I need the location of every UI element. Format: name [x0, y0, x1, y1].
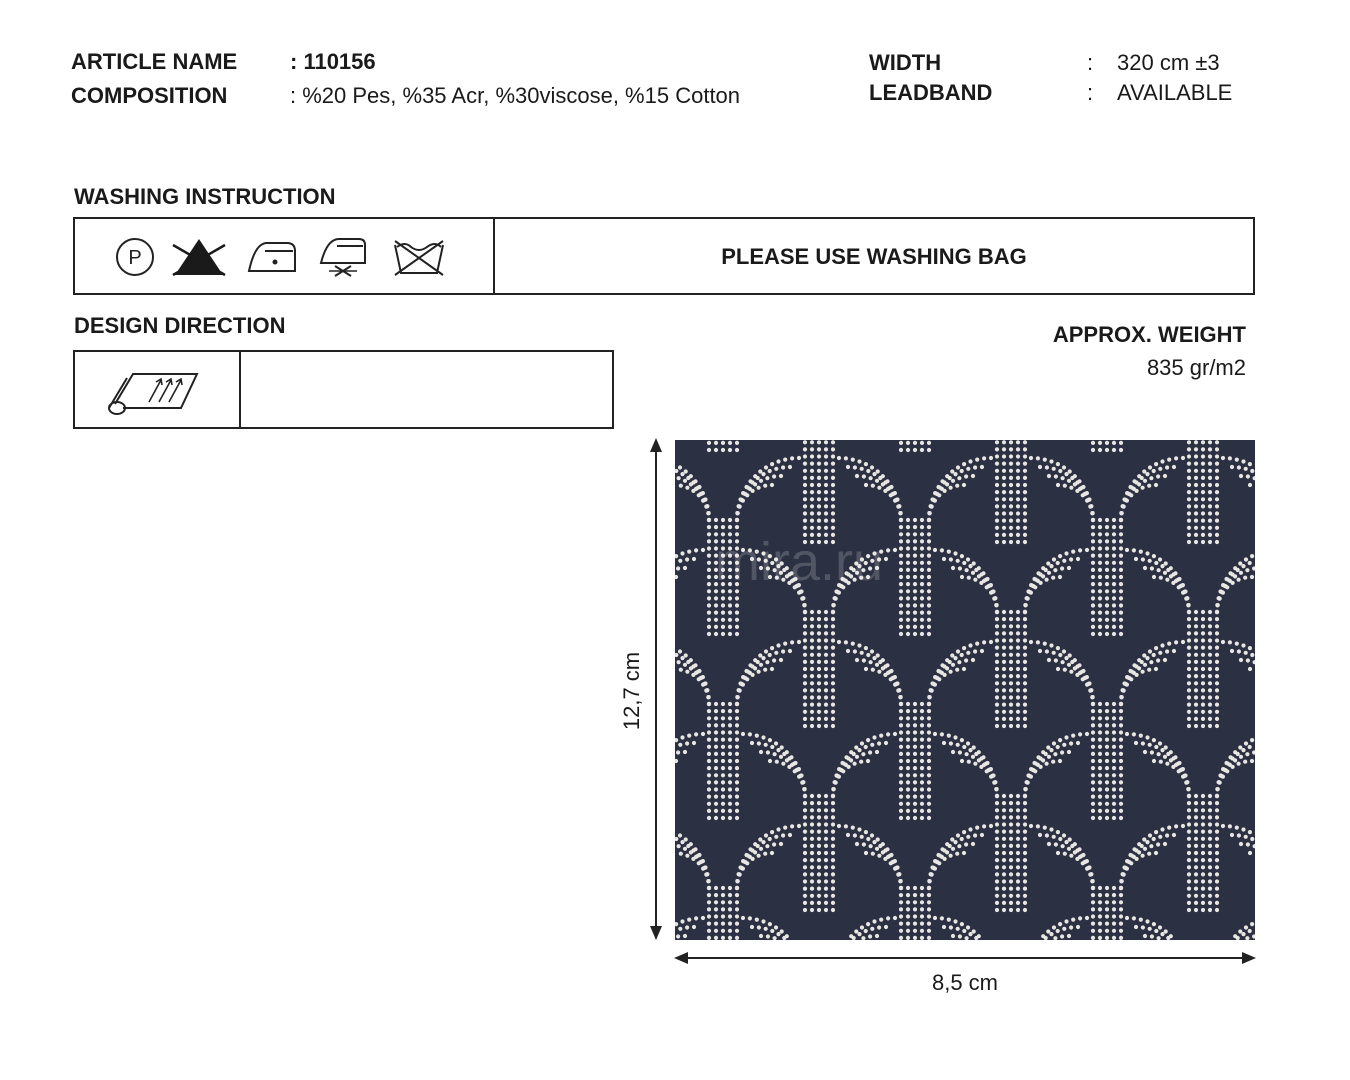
fabric-swatch	[675, 440, 1255, 940]
washing-instruction-box	[73, 217, 1255, 295]
approx-weight-label: APPROX. WEIGHT	[1052, 322, 1246, 347]
composition-value: : %20 Pes, %35 Acr, %30viscose, %15 Cotton	[290, 83, 741, 108]
design-direction-title: DESIGN DIRECTION	[74, 313, 286, 338]
no-bleach-icon	[169, 235, 229, 279]
width-label: WIDTH	[869, 50, 942, 75]
washing-bag-note: PLEASE USE WASHING BAG	[721, 244, 1027, 269]
leadband-label: LEADBAND	[869, 80, 993, 105]
care-symbols	[113, 235, 453, 279]
no-steam-iron-icon	[315, 235, 371, 279]
height-dimension-label: 12,7 cm	[619, 651, 644, 731]
iron-one-dot-icon	[245, 237, 299, 277]
dry-clean-p-icon	[113, 237, 157, 277]
approx-weight-value: 835 gr/m2	[1146, 355, 1246, 380]
leadband-value: AVAILABLE	[1117, 80, 1233, 105]
no-wash-icon	[389, 235, 449, 279]
width-value: 320 cm ±3	[1117, 50, 1220, 75]
article-name-value: : 110156	[290, 49, 376, 74]
dry-clean-letter: P	[128, 247, 142, 269]
width-dimension-label: 8,5 cm	[931, 970, 999, 995]
washing-instruction-title: WASHING INSTRUCTION	[74, 184, 336, 209]
width-colon: :	[1087, 50, 1094, 75]
fabric-roll-direction-icon	[105, 364, 201, 418]
article-name-label: ARTICLE NAME	[71, 49, 238, 74]
design-direction-box	[73, 350, 614, 429]
width-dimension-arrow	[672, 948, 1258, 968]
watermark: mira.ru	[715, 532, 884, 592]
composition-label: COMPOSITION	[71, 83, 228, 108]
leadband-colon: :	[1087, 80, 1094, 105]
